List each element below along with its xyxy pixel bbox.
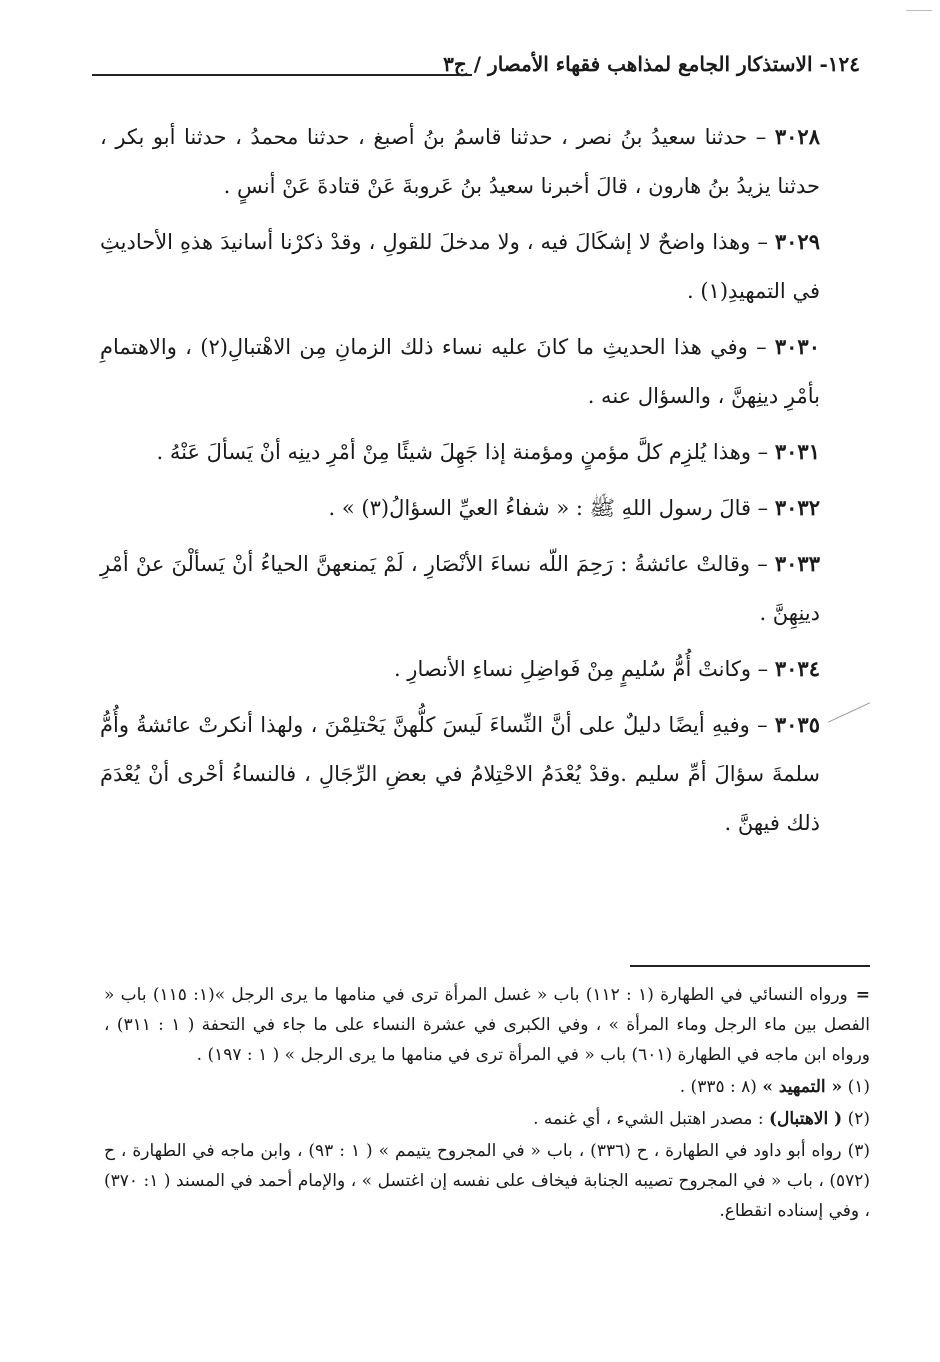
- footnote-text: (٨ : ٣٣٥) .: [679, 1077, 757, 1097]
- paragraph-number: ٣٠٣٥: [774, 712, 820, 737]
- paragraph-number: ٣٠٣١: [774, 439, 820, 464]
- paragraph-number: ٣٠٣٠: [774, 334, 820, 359]
- footnote-2: [104, 1104, 870, 1134]
- paragraph-text: – وفي هذا الحديثِ ما كانَ عليه نساء ذلك الزمانِ مِن الاهْتبالِ(٢) ، والاهتمامِ بأمْرِ دينِهنَّ ، والسؤال عنه .: [100, 335, 820, 408]
- header-rule: [92, 74, 472, 76]
- paragraph-3028: [100, 112, 820, 211]
- footnote-text: : مصدر اهتبل الشيء ، أي غنمه .: [533, 1109, 764, 1129]
- paragraph-number: ٣٠٢٩: [774, 229, 820, 254]
- paragraph-3032: [100, 483, 820, 533]
- paragraph-3034: [100, 644, 820, 694]
- paragraph-text: – وهذا واضحٌ لا إشكَالَ فيه ، ولا مدخلَ للقولِ ، وقدْ ذكرْنا أسانيدَ هذهِ الأحاديثِ في التمهيدِ(١) .: [100, 230, 820, 303]
- footnote-continuation: [104, 980, 870, 1070]
- paragraph-text: – حدثنا سعيدُ بنُ نصر ، حدثنا قاسمُ بنُ أصبغ ، حدثنا محمدُ ، حدثنا أبو بكر ، حدثنا يزيدُ بنُ هارون ، قالَ أخبرنا سعيدُ بنُ عَروبةَ عَنْ قتادةَ عَنْ أنسٍ .: [100, 125, 820, 198]
- paragraph-text: – قالَ رسول اللهِ ﷺ : « شفاءُ العيِّ السؤالُ(٣) » .: [328, 496, 769, 520]
- footnotes: [104, 980, 870, 1228]
- main-text: [100, 112, 820, 854]
- footnote-label: (٣): [847, 1141, 870, 1161]
- paragraph-3030: [100, 322, 820, 421]
- margin-mark: [828, 702, 870, 722]
- paragraph-3033: [100, 539, 820, 638]
- paragraph-text: – وقالتْ عائشةُ : رَحِمَ اللّه نساءَ الأنْصَارِ ، لَمْ يَمنعهنَّ الحياءُ أنْ يَسألْنَ عنْ أمْرِ دينِهِنَّ .: [100, 552, 820, 625]
- paragraph-text: – وهذا يُلزِم كلَّ مؤمنٍ ومؤمنة إذا جَهِلَ شيئًا مِنْ أمْرِ دينِه أنْ يَسألَ عَنْهُ .: [156, 440, 769, 464]
- footnote-label: (١): [847, 1077, 870, 1097]
- paragraph-3031: [100, 427, 820, 477]
- running-header: ١٢٤- الاستذكار الجامع لمذاهب فقهاء الأمصار / ج٣: [443, 52, 860, 76]
- footnote-label: (٢): [847, 1109, 870, 1129]
- paragraph-number: ٣٠٣٤: [774, 656, 820, 681]
- paragraph-number: ٣٠٣٢: [774, 495, 820, 520]
- footnote-1: [104, 1072, 870, 1102]
- footnote-label: =: [855, 985, 870, 1005]
- paragraph-3029: [100, 217, 820, 316]
- paragraph-text: – وفيهِ أيضًا دليلٌ على أنَّ النِّساءَ لَيسَ كلُّهنَّ يَحْتلِمْنَ ، ولهذا أنكرتْ عائشةُ وأُمُّ سلمةَ سؤالَ أمِّ سليم .وقدْ يُعْدَمُ الاحْتِلامُ في بعضِ الرِّجَالِ ، فالنساءُ أحْرى أنْ يُعْدَمَ ذلك فيهنَّ .: [100, 713, 820, 835]
- corner-mark: [906, 10, 932, 11]
- paragraph-number: ٣٠٣٣: [774, 551, 820, 576]
- footnote-term: ( الاهتبال): [768, 1109, 843, 1129]
- paragraph-number: ٣٠٢٨: [774, 124, 820, 149]
- footnote-text: ورواه النسائي في الطهارة (١ : ١١٢) باب « غسل المرأة ترى في منامها ما يرى الرجل »(١: ١١٥) باب « الفصل بين ماء الرجل وماء المرأة » ، وفي الكبرى في عشرة النساء على ما جاء في التحفة ( ١ : ٣١١) ، ورواه ابن ماجه في الطهارة (٦٠١) باب « في المرأة ترى في منامها ما يرى الرجل » ( ١ : ١٩٧) .: [104, 985, 870, 1065]
- footnote-3: [104, 1136, 870, 1226]
- footnote-term: « التمهيد »: [762, 1077, 843, 1097]
- footnote-separator: [630, 965, 870, 967]
- paragraph-text: – وكانتْ أُمُّ سُليمٍ مِنْ فَواضِلِ نساءِ الأنصارِ .: [393, 657, 769, 681]
- paragraph-3035: [100, 700, 820, 848]
- footnote-text: رواه أبو داود في الطهارة ، ح (٣٣٦) ، باب « في المجروح يتيمم » ( ١ : ٩٣) ، وابن ماجه في الطهارة ، ح (٥٧٢) ، باب « في المجروح تصيبه الجنابة فيخاف على نفسه إن اغتسل » ، والإمام أحمد في المسند ( ١: ٣٧٠) ، وفي إسناده انقطاع.: [104, 1141, 871, 1221]
